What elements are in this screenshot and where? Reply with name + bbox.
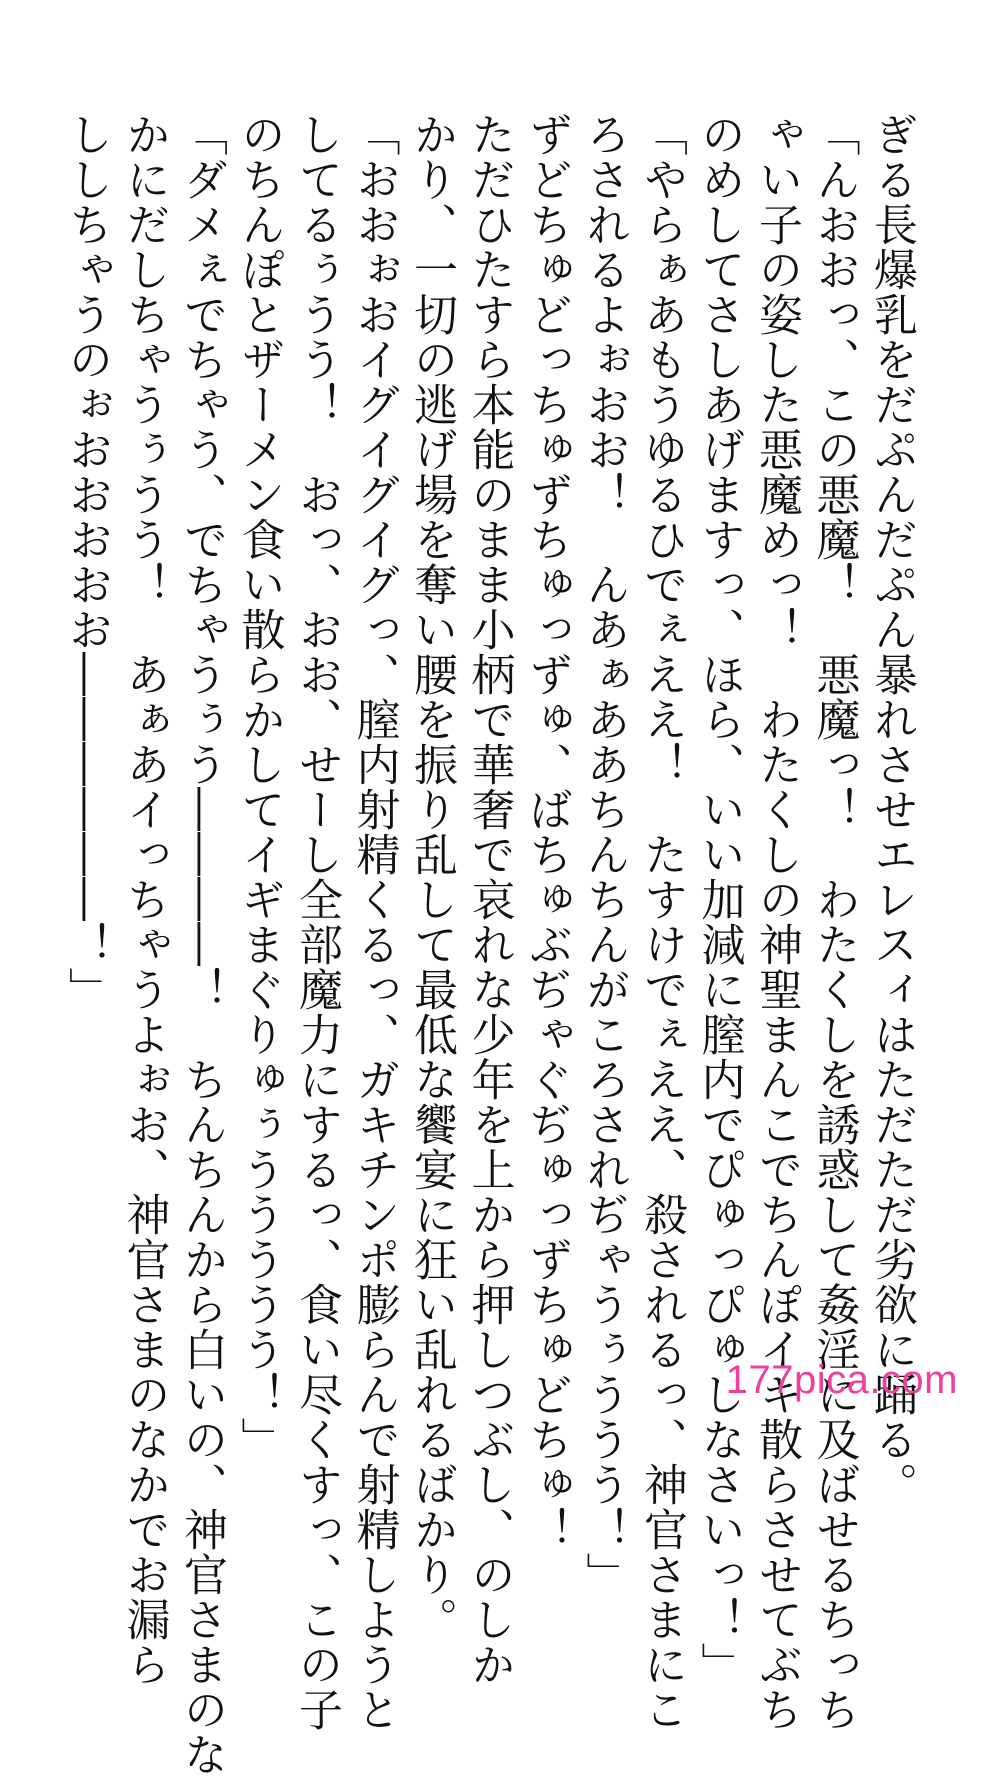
text-line: ろされるよぉおお！ んあぁああちんちんがころされぢゃうぅううう！」 <box>578 112 630 1597</box>
text-line: 「んおおっ、この悪魔！ 悪魔っ！ わたくしを誘惑して姦淫に及ばせるちっち <box>808 112 860 1732</box>
text-line: 「やらぁあもうゆるひでぇええ！ たすけでぇええ、殺されるっ、神官さまにこ <box>636 112 687 1732</box>
text-line: ただひたすら本能のまま小柄で華奢で哀れな少年を上から押しつぶし、のしか <box>463 112 515 1687</box>
text-line: のちんぽとザーメン食い散らかしてイギまぐりゅぅううううう！」 <box>233 112 285 1462</box>
text-line: 「ダメぇでちゃう、でちゃうぅう――――！ ちんちんから白いの、神官さまのな <box>176 112 227 1777</box>
text-line: ししちゃうのぉおおおおお――――――！」 <box>61 112 112 1012</box>
text-line: かにだしちゃうぅうう！ あぁあイっちゃうよぉお、神官さまのなかでお漏ら <box>118 112 170 1687</box>
text-line: ずどちゅどっちゅずちゅっずゅ、ばちゅぶぢゃぐぢゅっずちゅどちゅ！ <box>521 112 572 1552</box>
text-line: してるぅうう！ おっ、おお、せーし全部魔力にするっ、食い尽くすっ、この子 <box>291 112 342 1732</box>
text-line: ぎる長爆乳をだぷんだぷん暴れさせエレスィはただただ劣欲に踊る。 <box>866 112 917 1507</box>
text-line: のめしてさしあげますっ、ほら、いい加減に膣内でぴゅっぴゅしなさいっ！」 <box>693 112 745 1687</box>
watermark-text: 177pica.com <box>725 1358 958 1402</box>
text-line: ゃい子の姿した悪魔めっ！ わたくしの神聖まんこでちんぽイキ散らさせてぶち <box>751 112 802 1732</box>
text-line: かり、一切の逃げ場を奪い腰を振り乱して最低な饗宴に狂い乱れるばかり。 <box>406 112 457 1642</box>
text-line: 「おおぉおイグイグイグっ、膣内射精くるっ、ガキチンポ膨らんで射精しようと <box>348 112 400 1732</box>
